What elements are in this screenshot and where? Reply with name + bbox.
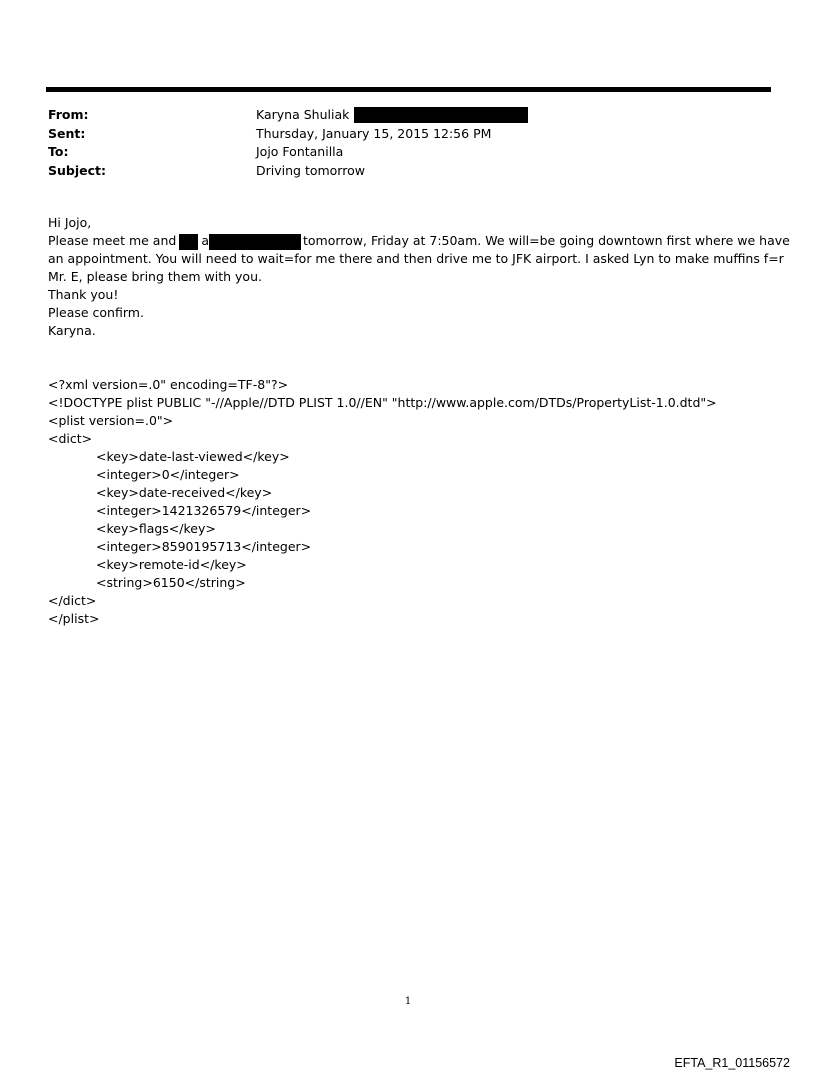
sent-row xyxy=(48,125,528,144)
body-line-1-part-c: tomorrow, Friday at 7:50am. We will=be going downtown first where we have xyxy=(303,233,790,248)
plist-line: </plist> xyxy=(48,611,100,626)
from-value-wrap xyxy=(256,106,528,125)
body-line-5: Please confirm. xyxy=(48,305,144,320)
body-line-1 xyxy=(48,232,790,250)
from-label: From: xyxy=(48,107,89,122)
subject-label: Subject: xyxy=(48,162,106,178)
redaction-location xyxy=(209,234,301,250)
body-line-1-part-a: Please meet me and xyxy=(48,233,177,248)
greeting: Hi Jojo, xyxy=(48,215,92,230)
plist-line: <plist version=.0"> xyxy=(48,413,174,428)
sent-label: Sent: xyxy=(48,125,86,141)
email-body xyxy=(48,214,790,340)
plist-line: </dict> xyxy=(48,593,97,608)
redaction-email xyxy=(354,107,528,123)
body-line-1-part-b: a xyxy=(201,233,209,248)
redaction-name xyxy=(179,234,198,250)
plist-line: <integer>1421326579</integer> xyxy=(96,503,312,518)
plist-line: <dict> xyxy=(48,431,93,446)
plist-line: <string>6150</string> xyxy=(96,575,246,590)
plist-line: <key>remote-id</key> xyxy=(96,557,247,572)
plist-line: <integer>8590195713</integer> xyxy=(96,539,312,554)
from-value: Karyna Shuliak xyxy=(256,107,350,122)
body-line-4: Thank you! xyxy=(48,287,119,302)
plist-line: <!DOCTYPE plist PUBLIC "-//Apple//DTD PLIST 1.0//EN" "http://www.apple.com/DTDs/PropertyList-1.0.dtd"> xyxy=(48,395,717,410)
from-row xyxy=(48,106,528,125)
email-header xyxy=(48,106,528,180)
plist-line: <key>flags</key> xyxy=(96,521,216,536)
plist-line: <key>date-received</key> xyxy=(96,485,273,500)
plist-line: <?xml version=.0" encoding=TF-8"?> xyxy=(48,377,289,392)
sent-value: Thursday, January 15, 2015 12:56 PM xyxy=(256,125,492,141)
to-label: To: xyxy=(48,144,69,159)
subject-row xyxy=(48,162,528,181)
plist-metadata xyxy=(48,376,717,628)
subject-value: Driving tomorrow xyxy=(256,162,365,178)
bates-number: EFTA_R1_01156572 xyxy=(674,1056,790,1070)
body-line-3: Mr. E, please bring them with you. xyxy=(48,269,262,284)
plist-line: <key>date-last-viewed</key> xyxy=(96,449,290,464)
header-rule xyxy=(46,87,771,92)
to-value: Jojo Fontanilla xyxy=(256,144,344,159)
to-row xyxy=(48,143,528,162)
body-line-2: an appointment. You will need to wait=for me there and then drive me to JFK airport. I asked Lyn to make muffins f=r xyxy=(48,251,784,266)
page-number: 1 xyxy=(404,996,412,1007)
plist-line: <integer>0</integer> xyxy=(96,467,240,482)
signature: Karyna. xyxy=(48,323,96,338)
